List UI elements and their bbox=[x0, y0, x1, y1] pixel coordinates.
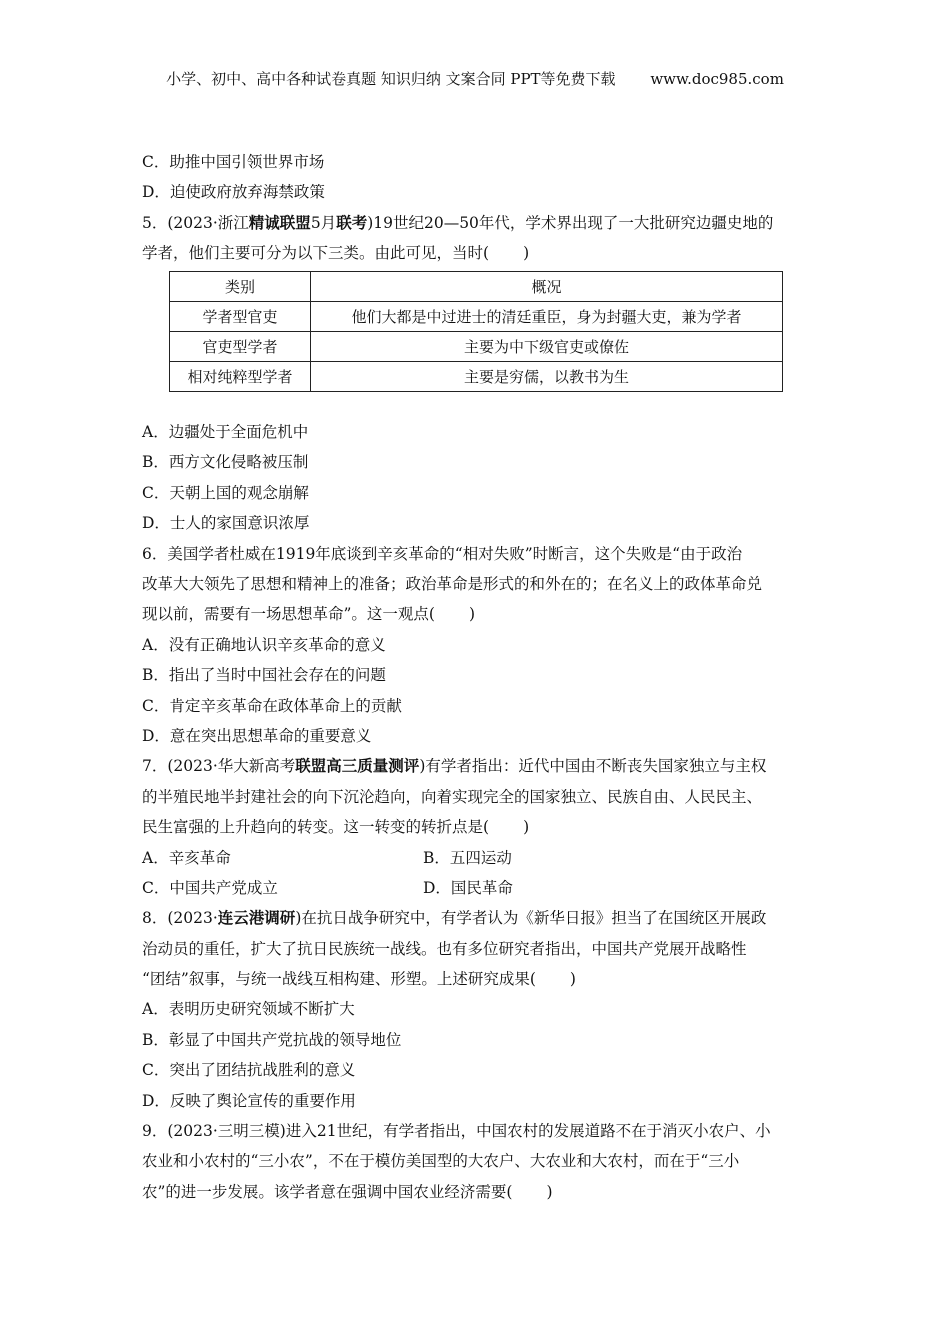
q5-table bbox=[169, 271, 783, 392]
q7-stem-line3 bbox=[142, 817, 529, 837]
q7-option-b: B．五四运动 bbox=[423, 849, 512, 867]
q9-source-a: (2023·三明三模 bbox=[167, 1122, 280, 1140]
q9-stem-line3 bbox=[142, 1182, 553, 1202]
header-site: www.doc985.com bbox=[650, 70, 784, 88]
q5-stem-text: )19世纪20—50年代，学术界出现了一大批研究边疆史地的 bbox=[367, 214, 774, 232]
q8-option-a: A．表明历史研究领域不断扩大 bbox=[142, 1000, 355, 1018]
table-cell: 相对纯粹型学者 bbox=[170, 362, 311, 392]
q6-stem-line2: 改革大大领先了思想和精神上的准备；政治革命是形式的和外在的；在名义上的政体革命兑 bbox=[142, 575, 763, 593]
q5-stem-line1 bbox=[142, 213, 773, 233]
q7-source-b: 联盟高三质量测评 bbox=[295, 756, 420, 775]
table-row bbox=[170, 332, 783, 362]
q7-stem-text: )有学者指出：近代中国由不断丧失国家独立与主权 bbox=[419, 757, 767, 775]
q5-option-c: C．天朝上国的观念崩解 bbox=[142, 484, 309, 502]
q9-stem-line2: 农业和小农村的“三小农”，不在于模仿美国型的大农户、大农业和大农村，而在于“三小 bbox=[142, 1152, 740, 1170]
q8-stem-line1 bbox=[142, 908, 766, 928]
q6-stem-line1: 6．美国学者杜威在1919年底谈到辛亥革命的“相对失败”时断言，这个失败是“由于政治 bbox=[142, 545, 743, 563]
q5-source-c: 5月 bbox=[310, 214, 337, 232]
q8-option-d: D．反映了舆论宣传的重要作用 bbox=[142, 1092, 356, 1110]
table-cell: 官吏型学者 bbox=[170, 332, 311, 362]
q7-stem-line1 bbox=[142, 756, 766, 776]
q7-option-c: C．中国共产党成立 bbox=[142, 879, 278, 897]
q5-source-a: (2023·浙江 bbox=[167, 214, 249, 232]
q5-option-a: A．边疆处于全面危机中 bbox=[142, 423, 309, 441]
q8-paren-close: ) bbox=[569, 970, 576, 988]
q8-option-b: B．彰显了中国共产党抗战的领导地位 bbox=[142, 1031, 402, 1049]
table-cell: 学者型官吏 bbox=[170, 302, 311, 332]
q5-source-d: 联考 bbox=[336, 213, 368, 232]
q5-paren-close: ) bbox=[523, 244, 530, 262]
table-cell: 主要为中下级官吏或僚佐 bbox=[311, 332, 783, 362]
page-header bbox=[0, 68, 950, 89]
q6-option-d: D．意在突出思想革命的重要意义 bbox=[142, 727, 372, 745]
table-row bbox=[170, 302, 783, 332]
q5-stem-text2: 学者，他们主要可分为以下三类。由此可见，当时( bbox=[142, 244, 490, 262]
q8-number: 8． bbox=[142, 909, 168, 927]
header-text: 小学、初中、高中各种试卷真题 知识归纳 文案合同 PPT等免费下载 bbox=[166, 70, 616, 88]
q8-source-a: (2023· bbox=[167, 909, 218, 927]
q6-stem-text3: 现以前，需要有一场思想革命”。这一观点( bbox=[142, 605, 435, 623]
q5-option-d: D．士人的家国意识浓厚 bbox=[142, 514, 310, 532]
table-cell: 主要是穷儒，以教书为生 bbox=[311, 362, 783, 392]
q9-paren-close: ) bbox=[546, 1183, 553, 1201]
q8-stem-text: )在抗日战争研究中，有学者认为《新华日报》担当了在国统区开展政 bbox=[295, 909, 767, 927]
q8-stem-text3: “团结”叙事，与统一战线互相构建、形塑。上述研究成果( bbox=[142, 970, 536, 988]
q9-stem-text: )进入21世纪，有学者指出，中国农村的发展道路不在于消灭小农户、小 bbox=[279, 1122, 771, 1140]
q4-option-c: C．助推中国引领世界市场 bbox=[142, 153, 325, 171]
q9-stem-line1 bbox=[142, 1121, 771, 1141]
q8-stem-line2: 治动员的重任，扩大了抗日民族统一战线。也有多位研究者指出，中国共产党展开战略性 bbox=[142, 940, 747, 958]
q6-option-a: A．没有正确地认识辛亥革命的意义 bbox=[142, 636, 386, 654]
q9-number: 9． bbox=[142, 1122, 168, 1140]
q9-stem-text3: 农”的进一步发展。该学者意在强调中国农业经济需要( bbox=[142, 1183, 513, 1201]
q5-option-b: B．西方文化侵略被压制 bbox=[142, 453, 309, 471]
q7-option-a: A．辛亥革命 bbox=[142, 849, 231, 867]
q7-stem-line2: 的半殖民地半封建社会的向下沉沦趋向，向着实现完全的国家独立、民族自由、人民民主、 bbox=[142, 788, 763, 806]
q7-stem-text3: 民生富强的上升趋向的转变。这一转变的转折点是( bbox=[142, 818, 490, 836]
q5-number: 5． bbox=[142, 214, 168, 232]
q7-source-a: (2023·华大新高考 bbox=[167, 757, 296, 775]
q7-option-d: D．国民革命 bbox=[423, 879, 513, 897]
q5-source-b: 精诚联盟 bbox=[248, 213, 311, 232]
q8-source-b: 连云港调研 bbox=[217, 908, 296, 927]
q6-option-c: C．肯定辛亥革命在政体革命上的贡献 bbox=[142, 697, 402, 715]
table-header-cell: 类别 bbox=[170, 272, 311, 302]
q5-stem-line2 bbox=[142, 243, 529, 263]
q6-option-b: B．指出了当时中国社会存在的问题 bbox=[142, 666, 386, 684]
table-header-row bbox=[170, 272, 783, 302]
q8-stem-line3 bbox=[142, 969, 576, 989]
q7-number: 7． bbox=[142, 757, 168, 775]
table-cell: 他们大都是中过进士的清廷重臣，身为封疆大吏，兼为学者 bbox=[311, 302, 783, 332]
q6-paren-close: ) bbox=[468, 605, 476, 623]
q6-stem-line3 bbox=[142, 604, 475, 624]
q7-paren-close: ) bbox=[523, 818, 530, 836]
table-row bbox=[170, 362, 783, 392]
q4-option-d: D．迫使政府放弃海禁政策 bbox=[142, 183, 325, 201]
q8-option-c: C．突出了团结抗战胜利的意义 bbox=[142, 1061, 356, 1079]
table-header-cell: 概况 bbox=[311, 272, 783, 302]
